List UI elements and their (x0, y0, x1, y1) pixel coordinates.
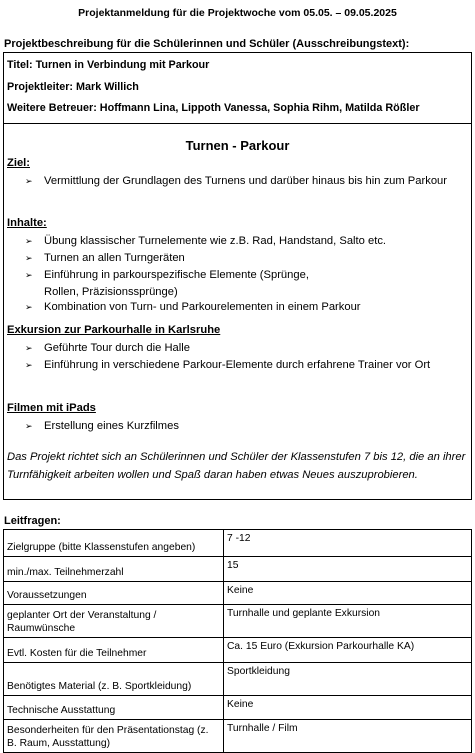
table-row (4, 557, 472, 582)
exkursion-heading: Exkursion zur Parkourhalle in Karlsruhe (7, 324, 221, 336)
closing-text: Das Projekt richtet sich an Schülerinnen und Schüler der Klassenstufen 7 bis 12, die an ihrer Turnfähigkeit arbeiten wollen und Spaß daran haben etwas Neues auszuprobieren. (7, 451, 466, 481)
filmen-heading: Filmen mit iPads (7, 402, 96, 414)
row-value: Turnhalle / Film (224, 720, 472, 753)
list-item: ➢ Übung klassischer Turnelemente wie z.B. Rad, Handstand, Salto etc. (25, 233, 455, 250)
row-value: 15 (224, 557, 472, 582)
row-value: Turnhalle und geplante Exkursion (224, 605, 472, 638)
list-item: ➢ Geführte Tour durch die Halle (25, 340, 455, 357)
header-divider (4, 123, 471, 124)
table-row (4, 582, 472, 605)
list-item: ➢ Turnen an allen Turngeräten (25, 250, 455, 267)
title-line: Titel: Turnen in Verbindung mit Parkour (7, 59, 210, 71)
arrow-bullet-icon: ➢ (25, 302, 33, 312)
arrow-bullet-icon: ➢ (25, 360, 33, 370)
row-key: geplanter Ort der Veranstaltung / Raumwünsche (4, 605, 224, 638)
table-row (4, 605, 472, 638)
arrow-bullet-icon: ➢ (25, 253, 33, 263)
row-key: Evtl. Kosten für die Teilnehmer (4, 638, 224, 663)
inhalte-heading: Inhalte: (7, 217, 47, 229)
list-item: ➢ Vermittlung der Grundlagen des Turnens und darüber hinaus bis hin zum Parkour (25, 173, 455, 190)
table-row (4, 663, 472, 696)
table-row (4, 530, 472, 557)
project-description-box (3, 52, 472, 500)
row-key: Benötigtes Material (z. B. Sportkleidung) (4, 663, 224, 696)
row-key: Voraussetzungen (4, 582, 224, 605)
row-key: Zielgruppe (bitte Klassenstufen angeben) (4, 530, 224, 557)
row-key: min./max. Teilnehmerzahl (4, 557, 224, 582)
list-item: ➢ Erstellung eines Kurzfilmes (25, 418, 455, 435)
arrow-bullet-icon: ➢ (25, 176, 33, 186)
table-row (4, 720, 472, 753)
section-label: Projektbeschreibung für die Schülerinnen und Schüler (Ausschreibungstext): (4, 38, 410, 50)
ziel-heading: Ziel: (7, 157, 30, 169)
leitfragen-table (3, 529, 472, 753)
row-value: Sportkleidung (224, 663, 472, 696)
row-value: Keine (224, 696, 472, 720)
row-value: Ca. 15 Euro (Exkursion Parkourhalle KA) (224, 638, 472, 663)
list-item: ➢ Kombination von Turn- und Parkourelementen in einem Parkour (25, 299, 455, 316)
leitfragen-label: Leitfragen: (4, 515, 61, 527)
arrow-bullet-icon: ➢ (25, 343, 33, 353)
arrow-bullet-icon: ➢ (25, 270, 33, 280)
supervisors-line: Weitere Betreuer: Hoffmann Lina, Lippoth Vanessa, Sophia Rihm, Matilda Rößler (7, 102, 420, 114)
project-title: Turnen - Parkour (185, 138, 290, 153)
table-row (4, 696, 472, 720)
list-item: ➢ Einführung in verschiedene Parkour-Elemente durch erfahrene Trainer vor Ort (25, 357, 455, 374)
row-value: 7 -12 (224, 530, 472, 557)
arrow-bullet-icon: ➢ (25, 421, 33, 431)
row-key: Technische Ausstattung (4, 696, 224, 720)
arrow-bullet-icon: ➢ (25, 236, 33, 246)
list-item: ➢ Einführung in parkourspezifische Elemente (Sprünge, Rollen, Präzisionssprünge) (25, 269, 309, 298)
table-row (4, 638, 472, 663)
page-title: Projektanmeldung für die Projektwoche vom 05.05. – 09.05.2025 (78, 7, 397, 19)
row-key: Besonderheiten für den Präsentationstag (z. B. Raum, Ausstattung) (4, 720, 224, 753)
row-value: Keine (224, 582, 472, 605)
leader-line: Projektleiter: Mark Willich (7, 81, 139, 93)
